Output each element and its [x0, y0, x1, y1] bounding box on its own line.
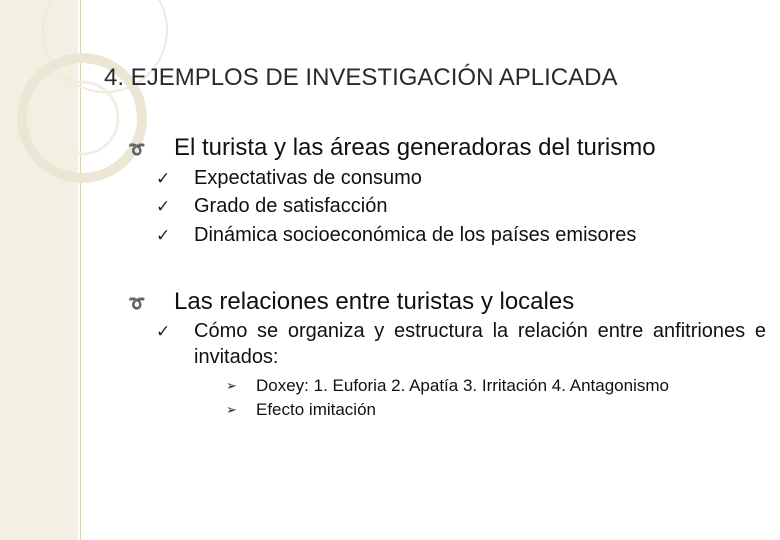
arrow-bullet-icon: ➢ — [226, 379, 237, 394]
list-item: Expectativas de consumo — [194, 167, 422, 189]
check-mark-icon: ✓ — [156, 197, 171, 217]
check-mark-icon: ✓ — [156, 226, 171, 246]
section-heading: El turista y las áreas generadoras del turismo — [174, 134, 656, 161]
arrow-bullet-icon: ➢ — [226, 403, 237, 418]
slide-title: 4. EJEMPLOS DE INVESTIGACIÓN APLICADA — [104, 64, 618, 91]
check-mark-icon: ✓ — [156, 169, 171, 189]
check-mark-icon: ✓ — [156, 322, 171, 342]
curl-bullet-icon: ➰ — [128, 296, 146, 312]
list-item: Grado de satisfacción — [194, 195, 388, 217]
section-heading: Las relaciones entre turistas y locales — [174, 288, 575, 315]
sub-list-item: Doxey: 1. Euforia 2. Apatía 3. Irritación 4. Antagonismo — [256, 376, 669, 395]
list-item: Dinámica socioeconómica de los países emisores — [194, 224, 637, 246]
curl-bullet-icon: ➰ — [128, 142, 146, 158]
sub-list-item: Efecto imitación — [256, 400, 376, 419]
list-item: Cómo se organiza y estructura la relación entre anfitriones e invitados: — [194, 320, 766, 368]
